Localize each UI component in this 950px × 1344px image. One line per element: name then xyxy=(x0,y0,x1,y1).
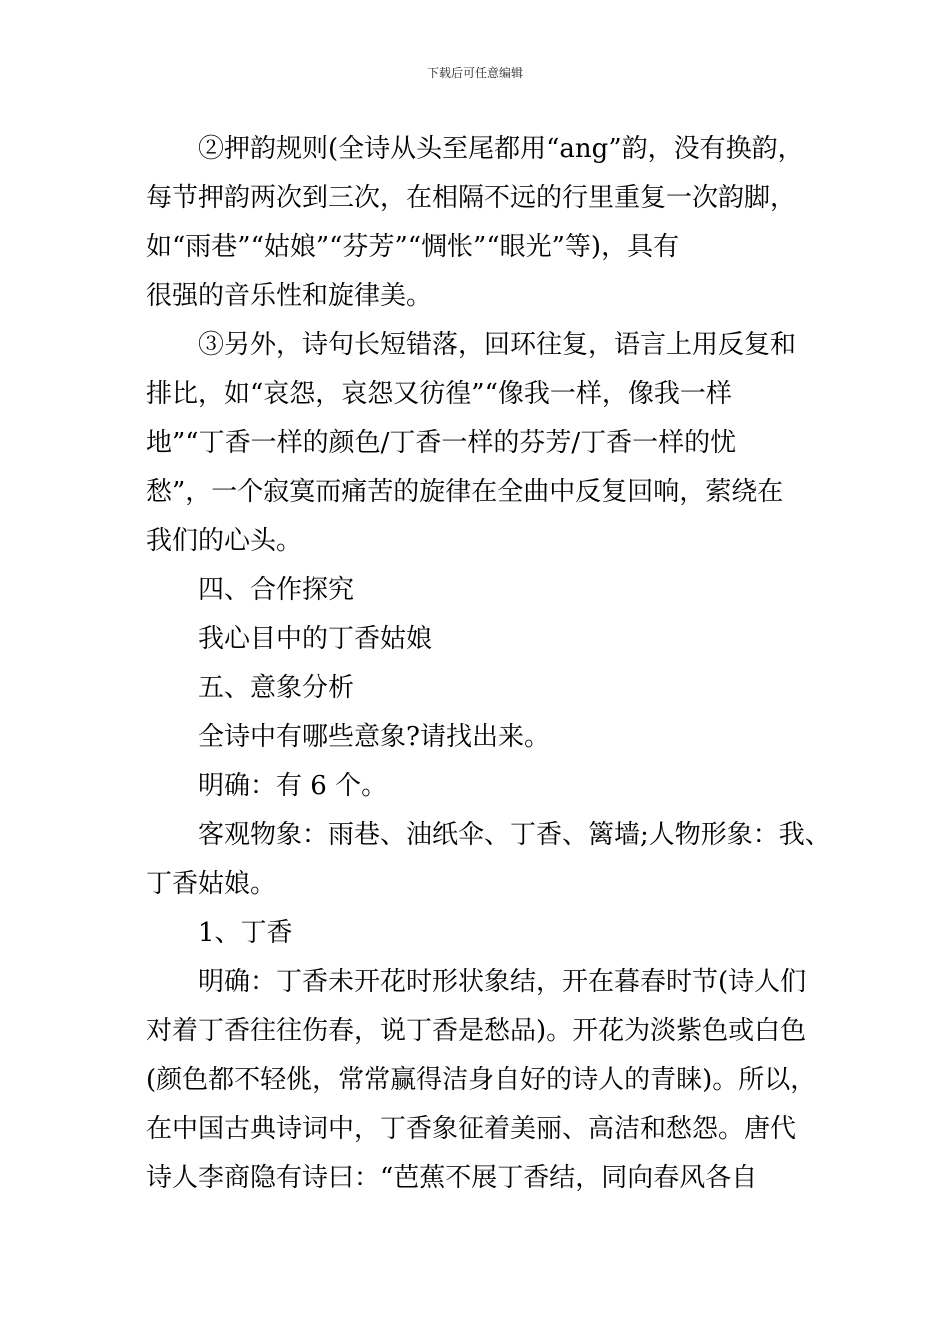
text-line: 全诗中有哪些意象?请找出来。 xyxy=(198,722,550,752)
text-line: 五、意象分析 xyxy=(198,673,355,703)
text-line: 如“雨巷”“姑娘”“芬芳”“惆怅”“眼光”等)，具有 xyxy=(146,232,680,262)
paragraph-lilac-girl xyxy=(146,615,811,664)
section-heading-cooperation xyxy=(146,566,811,615)
header-note: 下载后可任意编辑 xyxy=(426,66,523,80)
paragraph-rhyme-rules xyxy=(146,125,811,321)
paragraph-imagery-list xyxy=(146,811,831,909)
paragraph-question xyxy=(146,713,811,762)
text-line: 明确：有 6 个。 xyxy=(198,771,388,801)
text-line: 客观物象：雨巷、油纸伞、丁香、篱墙;人物形象：我、 xyxy=(198,820,831,850)
paragraph-answer-count xyxy=(146,762,811,811)
paragraph-repetition xyxy=(146,321,811,566)
text-line: 排比，如“哀怨，哀怨又彷徨”“像我一样，像我一样 xyxy=(146,379,732,409)
text-line: 我心目中的丁香姑娘 xyxy=(198,624,433,654)
text-line: (颜色都不轻佻，常常赢得洁身自好的诗人的青睐)。所以， xyxy=(146,1065,817,1095)
text-line: 愁”，一个寂寞而痛苦的旋律在全曲中反复回响，萦绕在 xyxy=(146,477,784,507)
text-line: 1、丁香 xyxy=(198,918,293,948)
text-line: 很强的音乐性和旋律美。 xyxy=(146,281,433,311)
text-line: ②押韵规则(全诗从头至尾都用“ang”韵，没有换韵， xyxy=(198,134,804,164)
paragraph-lilac-explanation xyxy=(146,958,817,1203)
text-line: 对着丁香往往伤春，说丁香是愁品)。开花为淡紫色或白色 xyxy=(146,1016,807,1046)
document-body xyxy=(146,125,831,1203)
text-line: 在中国古典诗词中，丁香象征着美丽、高洁和愁怨。唐代 xyxy=(146,1114,797,1144)
text-line: 四、合作探究 xyxy=(198,575,355,605)
text-line: 每节押韵两次到三次，在相隔不远的行里重复一次韵脚， xyxy=(146,183,797,213)
text-line: 地”“丁香一样的颜色/丁香一样的芬芳/丁香一样的忧 xyxy=(146,428,737,458)
subheading-lilac xyxy=(146,909,811,958)
text-line: 我们的心头。 xyxy=(146,526,303,556)
text-line: 明确：丁香未开花时形状象结，开在暮春时节(诗人们 xyxy=(198,967,807,997)
text-line: 丁香姑娘。 xyxy=(146,869,277,899)
section-heading-imagery xyxy=(146,664,811,713)
text-line: 诗人李商隐有诗曰：“芭蕉不展丁香结，同向春风各自 xyxy=(146,1163,758,1193)
text-line: ③另外，诗句长短错落，回环往复，语言上用反复和 xyxy=(198,330,797,360)
